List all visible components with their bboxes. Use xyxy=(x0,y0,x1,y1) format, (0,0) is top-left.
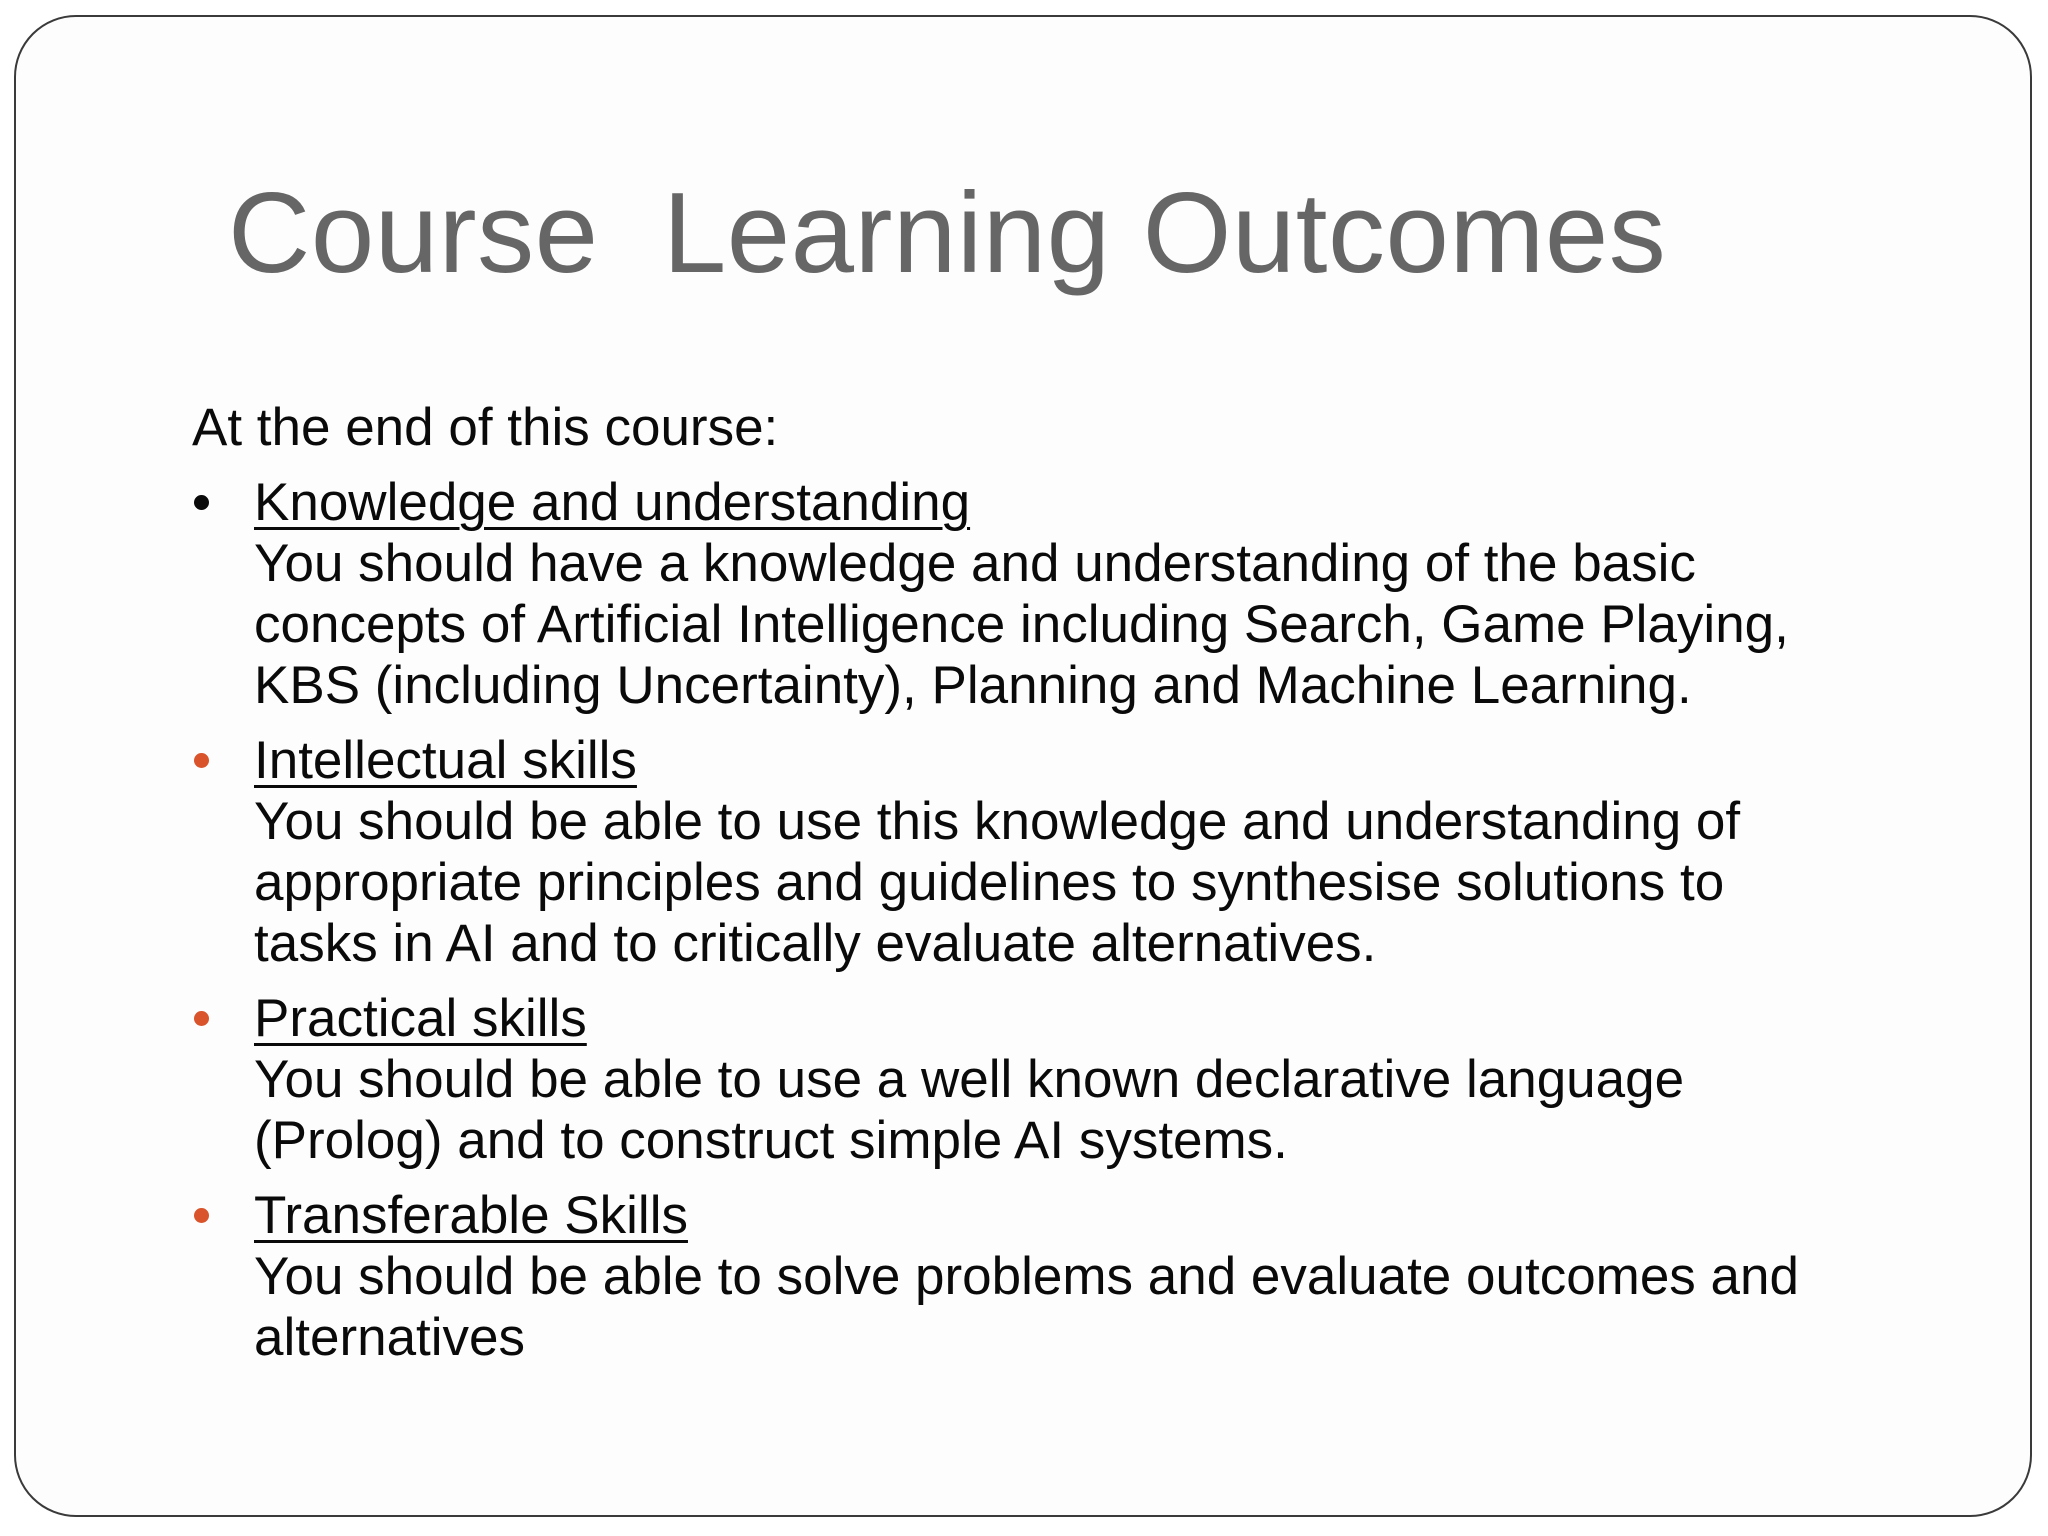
bullet-icon xyxy=(194,753,209,768)
bullet-icon xyxy=(194,495,209,510)
outcome-transferable xyxy=(192,1185,1952,1368)
outcome-heading: Transferable Skills xyxy=(254,1186,688,1245)
outcome-description: You should have a knowledge and understanding of the basic concepts of Artificial Intelligence including Search, Game Playing, KBS (including Uncertainty), Planning and Machine Learning. xyxy=(254,534,1789,715)
outcome-description: You should be able to use a well known declarative language (Prolog) and to construct simple AI systems. xyxy=(254,1050,1685,1170)
outcome-description: You should be able to use this knowledge and understanding of appropriate principles and guidelines to synthesise solutions to tasks in AI and to critically evaluate alternatives. xyxy=(254,792,1741,973)
slide-body xyxy=(192,397,1952,1382)
outcome-list xyxy=(192,472,1952,1368)
outcome-heading: Intellectual skills xyxy=(254,731,637,790)
outcome-intellectual xyxy=(192,730,1952,974)
intro-text: At the end of this course: xyxy=(192,398,779,457)
slide-title: Course Learning Outcomes xyxy=(228,170,1667,297)
outcome-knowledge xyxy=(192,472,1952,716)
outcome-heading: Practical skills xyxy=(254,989,587,1048)
outcome-description: You should be able to solve problems and evaluate outcomes and alternatives xyxy=(254,1247,1799,1367)
outcome-practical xyxy=(192,988,1952,1171)
bullet-icon xyxy=(194,1208,209,1223)
slide-frame xyxy=(14,15,2032,1517)
bullet-icon xyxy=(194,1011,209,1026)
outcome-heading: Knowledge and understanding xyxy=(254,473,971,532)
